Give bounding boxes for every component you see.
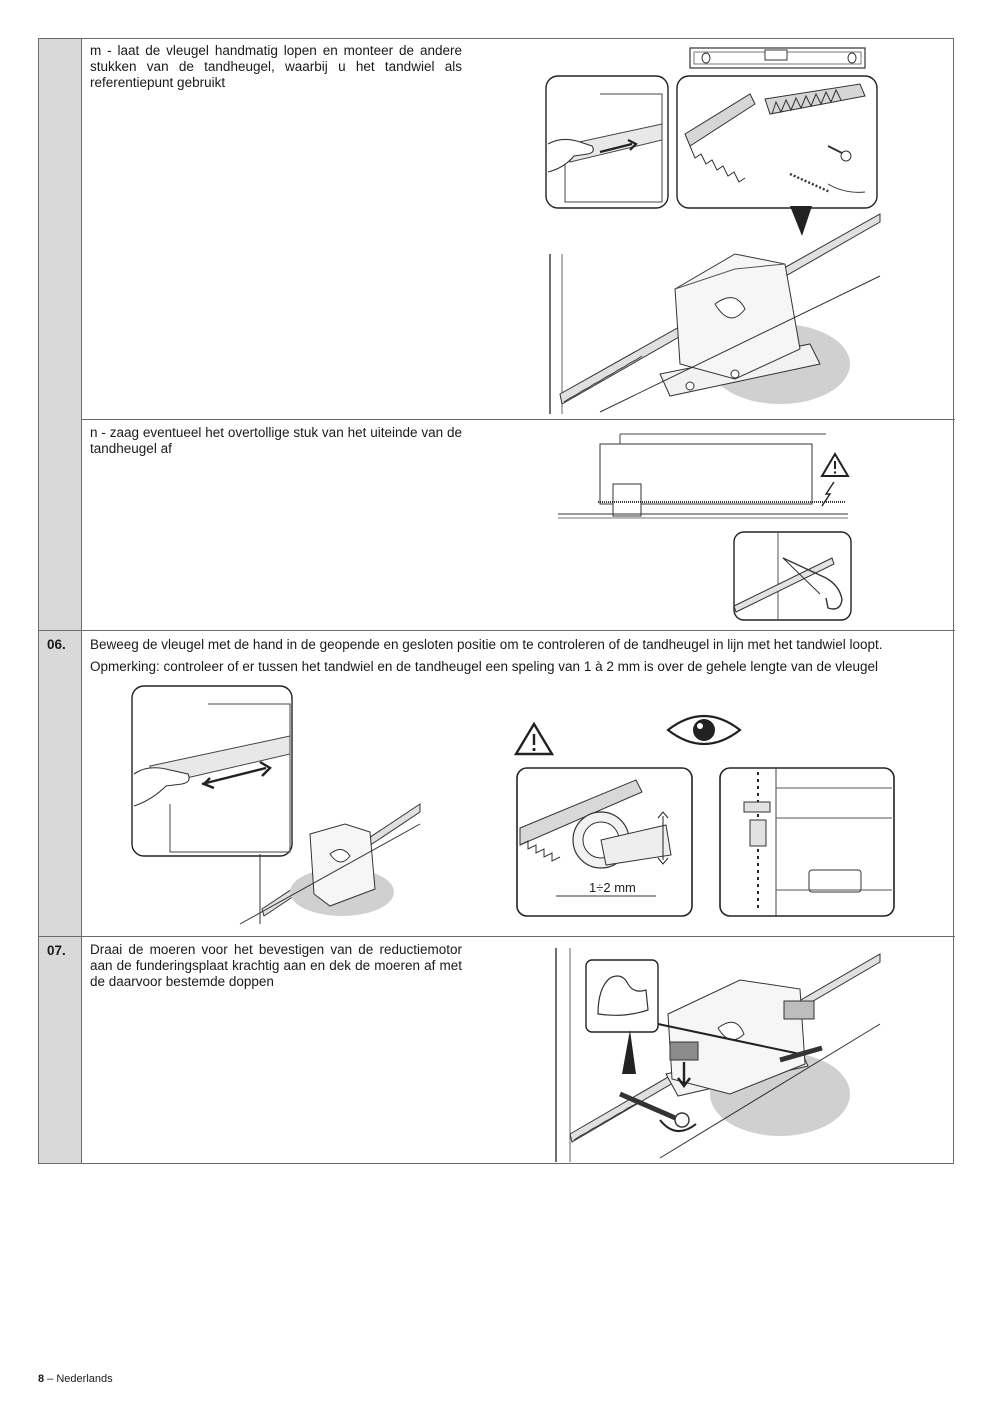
step-07-text: Draai de moeren voor het bevestigen van de reductiemotor aan de funderingsplaat krachtig aan en dek de moeren af met de daarvoor bestemde doppen — [90, 942, 462, 989]
step-06-line1: Beweeg de vleugel met de hand in de geopende en gesloten positie om te controleren of de tandheugel in lijn met het tandwiel loopt. — [90, 637, 883, 652]
step-number-column — [39, 39, 82, 1163]
step-06-alignment-illustration — [664, 708, 896, 920]
step-number-06: 06. — [47, 637, 66, 652]
row-divider — [39, 936, 955, 937]
page-number: 8 — [38, 1373, 45, 1385]
warning-icon — [516, 724, 552, 754]
warning-icon — [822, 454, 848, 476]
gap-measurement-label: 1÷2 mm — [589, 880, 636, 895]
step-n-text: n - zaag eventueel het overtollige stuk van het uiteinde van de tandheugel af — [90, 425, 462, 456]
page-footer — [38, 1373, 113, 1385]
step-n-illustration — [558, 428, 858, 623]
step-m-text: m - laat de vleugel handmatig lopen en monteer de andere stukken van de tandheugel, waarbij u het tandwiel als referentiepunt gebruikt — [90, 43, 462, 90]
step-06-hand-illustration — [130, 684, 430, 929]
row-divider — [39, 630, 955, 631]
eye-icon — [668, 716, 740, 744]
row-divider — [82, 419, 955, 420]
step-m-illustration — [540, 44, 880, 414]
step-07-illustration — [550, 944, 885, 1166]
step-number-07: 07. — [47, 943, 66, 958]
footer-language: – Nederlands — [44, 1373, 113, 1385]
step-06-note: Opmerking: controleer of er tussen het tandwiel en de tandheugel een speling van 1 à 2 mm is over de gehele lengte van de vleugel — [90, 659, 879, 674]
level-tool-icon — [690, 48, 865, 68]
